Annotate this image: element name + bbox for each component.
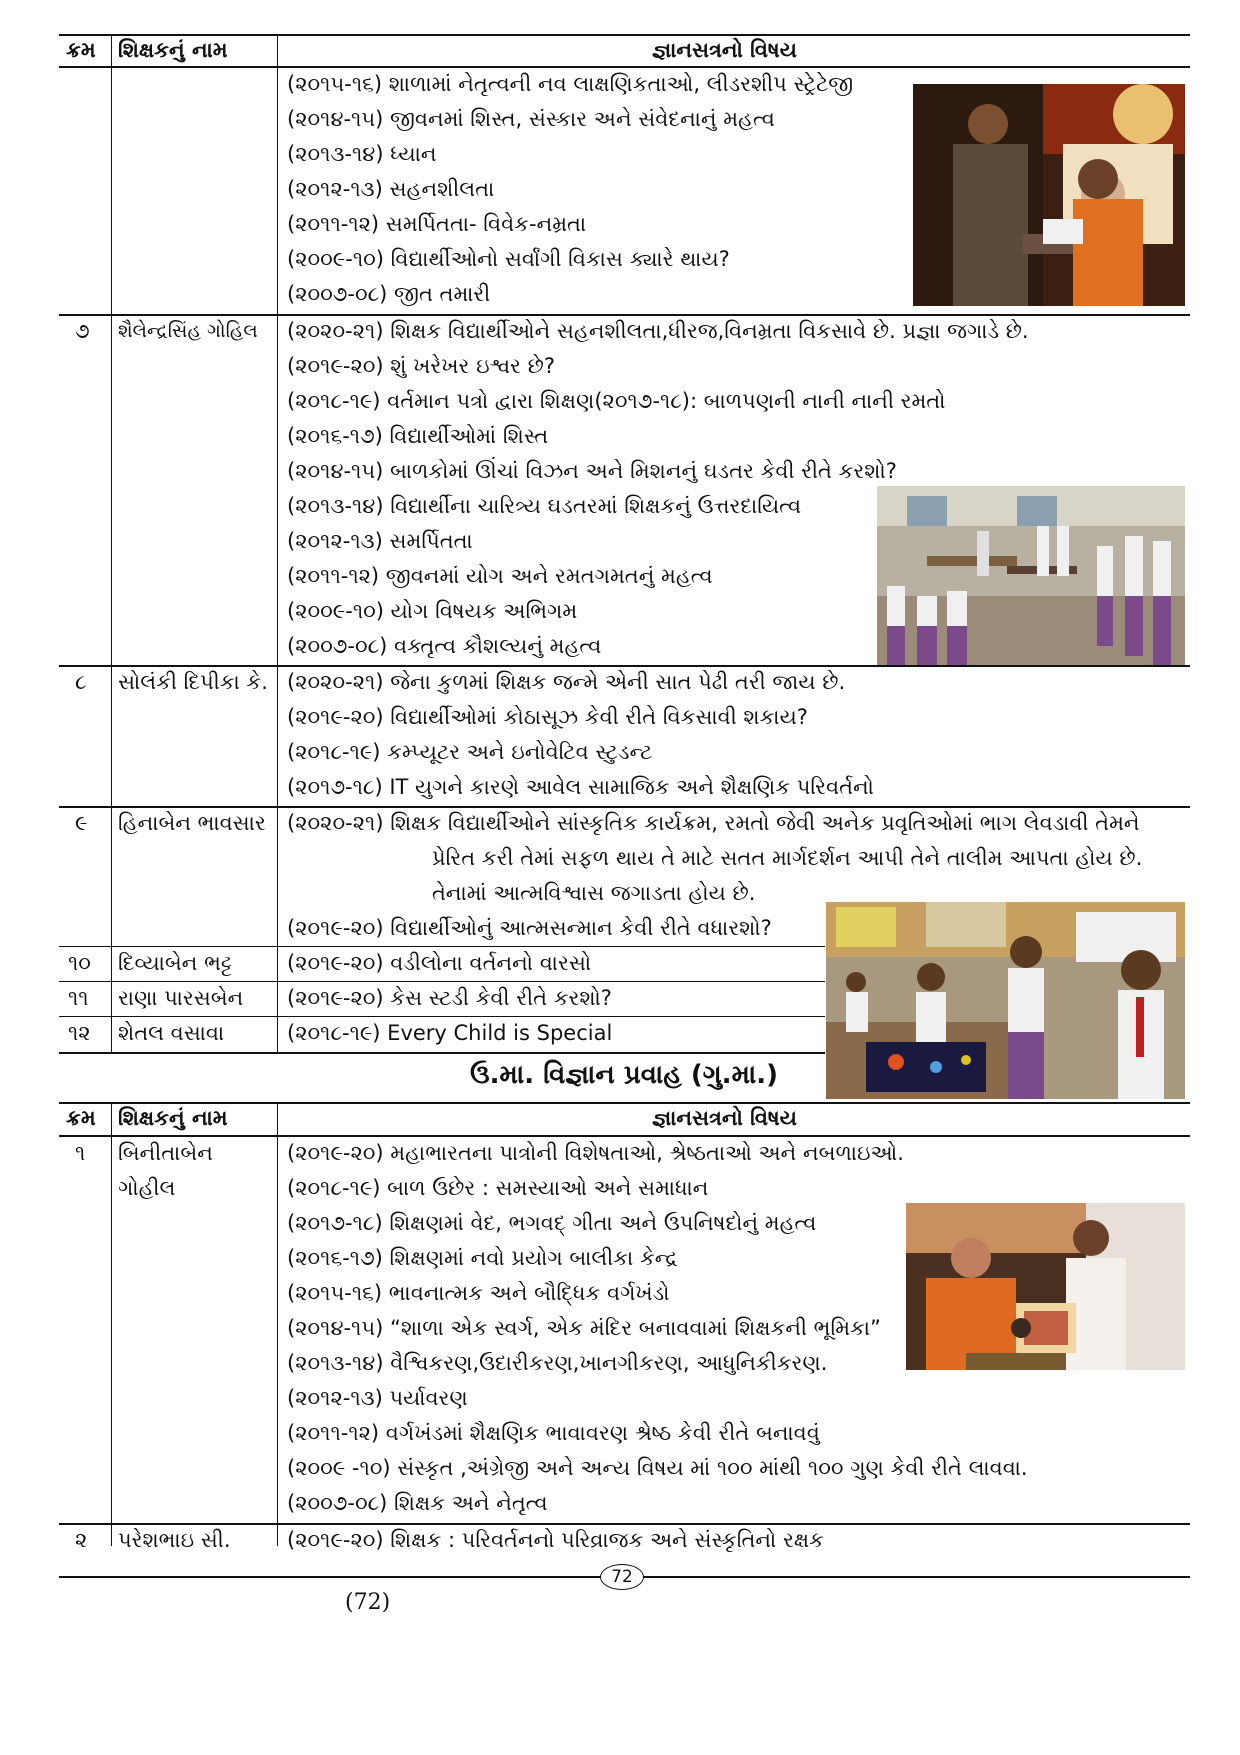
table1-top-border <box>59 34 1190 36</box>
table1-header-topic: જ્ઞાનસત્રનો વિષય <box>652 38 797 62</box>
topic: (૨૦૦૯-૧૦) યોગ વિષયક અભિગમ <box>287 599 578 623</box>
topic: (૨૦૧૨-૧૩) સમર્પિતતા <box>287 529 473 553</box>
topic: (૨૦૧૯-૨૦) મહાભારતના પાત્રોની વિશેષતાઓ, શ્રેષ્ઠતાઓ અને નબળાઇઓ. <box>287 1141 904 1165</box>
topic: (૨૦૧૮-૧૯) કમ્પ્યૂટર અને ઇનોવેટિવ સ્ટુડન્ટ <box>287 740 653 764</box>
row-number: ૧૦ <box>68 951 91 975</box>
page-number: (72) <box>345 1590 391 1615</box>
topic: (૨૦૧૨-૧૩) પર્યાવરણ <box>287 1386 468 1410</box>
topic: (૨૦૨૦-૨૧) શિક્ષક વિદ્યાર્થીઓને સાંસ્કૃતિક કાર્યક્રમ, રમતો જેવી અનેક પ્રવૃતિઓમાં ભાગ લેવડાવી તેમને <box>287 811 1140 835</box>
teacher-name: હિનાબેન ભાવસાર <box>118 811 266 835</box>
table2-col-divider-1 <box>111 1102 112 1546</box>
topic: (૨૦૧૭-૧૮) IT યુગને કારણે આવેલ સામાજિક અને શૈક્ષણિક પરિવર્તનો <box>287 775 874 799</box>
section-title: ઉ.મા. વિજ્ઞાન પ્રવાહ (ગુ.મા.) <box>470 1060 779 1090</box>
topic-continuation: પ્રેરિત કરી તેમાં સફળ થાય તે માટે સતત માર્ગદર્શન આપી તેને તાલીમ આપતા હોય છે. <box>432 846 1143 870</box>
table2-header-name: શિક્ષકનું નામ <box>118 1106 228 1130</box>
row-number: ૮ <box>75 670 87 694</box>
teacher-name: બિનીતાબેન <box>118 1141 213 1165</box>
science-fair-photo <box>826 902 1185 1099</box>
topic: (૨૦૦૭-૦૮) શિક્ષક અને નેતૃત્વ <box>287 1491 548 1515</box>
topic: (૨૦૧૯-૨૦) વડીલોના વર્તનનો વારસો <box>287 951 592 975</box>
prev-topic: (૨૦૦૯-૧૦) વિદ્યાર્થીઓનો સર્વાંગી વિકાસ ક્યારે થાય? <box>287 247 730 271</box>
teacher-name: રાણા પારસબેન <box>118 986 244 1010</box>
topic: (૨૦૧૮-૧૯) વર્તમાન પત્રો દ્વારા શિક્ષણ(૨૦૧૭-૧૮): બાળપણની નાની નાની રમતો <box>287 389 946 413</box>
topic: (૨૦૧૪-૧૫) “શાળા એક સ્વર્ગ, એક મંદિર બનાવવામાં શિક્ષકની ભૂમિકા” <box>287 1316 881 1340</box>
page-number-badge: 72 <box>600 1564 644 1590</box>
teacher-name: સોલંકી દિપીકા કે. <box>118 670 268 694</box>
topic: (૨૦૧૧-૧૨) જીવનમાં યોગ અને રમતગમતનું મહત્વ <box>287 564 713 588</box>
topic: (૨૦૨૦-૨૧) શિક્ષક વિદ્યાર્થીઓને સહનશીલતા,ધીરજ,વિનમ્રતા વિકસાવે છે. પ્રજ્ઞા જગાડે છે. <box>287 319 1029 343</box>
table1-col-divider-1 <box>111 34 112 1053</box>
prev-topic: (૨૦૧૧-૧૨) સમર્પિતતા- વિવેક-નમ્રતા <box>287 212 587 236</box>
topic: (૨૦૧૯-૨૦) શિક્ષક : પરિવર્તનનો પરિવ્રાજક અને સંસ્કૃતિનો રક્ષક <box>287 1528 824 1552</box>
row-number: ૯ <box>75 811 88 835</box>
teacher-name: પરેશભાઇ સી. <box>118 1528 231 1552</box>
row-number: ૧ <box>75 1141 86 1165</box>
row-number: ૧૧ <box>68 986 89 1010</box>
teacher-name: શૈલેન્દ્રસિંહ ગોહિલ <box>118 320 258 342</box>
prev-topic: (૨૦૧૫-૧૬) શાળામાં નેતૃત્વની નવ લાક્ષણિકતાઓ, લીડરશીપ સ્ટ્રેટેજી <box>287 72 854 96</box>
table2-top-border <box>59 1102 1190 1104</box>
teacher-name: શેતલ વસાવા <box>118 1021 225 1045</box>
teacher-name: દિવ્યાબેન ભટ્ટ <box>118 951 233 975</box>
prev-topic: (૨૦૧૪-૧૫) જીવનમાં શિસ્ત, સંસ્કાર અને સંવેદનાનું મહત્વ <box>287 107 775 131</box>
classroom-photo <box>877 486 1185 666</box>
row-number: ૨ <box>75 1528 88 1552</box>
award-ceremony-photo <box>913 84 1185 306</box>
topic: (૨૦૧૯-૨૦) વિદ્યાર્થીઓમાં કોઠાસૂઝ કેવી રીતે વિકસાવી શકાય? <box>287 705 808 729</box>
topic: (૨૦૦૯ -૧૦) સંસ્કૃત ,અંગ્રેજી અને અન્ય વિષય માં ૧૦૦ માંથી ૧૦૦ ગુણ કેવી રીતે લાવવા. <box>287 1456 1028 1480</box>
table1-header-num: ક્રમ <box>66 38 96 62</box>
topic: (૨૦૧૯-૨૦) વિદ્યાર્થીઓનું આત્મસન્માન કેવી રીતે વધારશો? <box>287 916 772 940</box>
topic: (૨૦૧૭-૧૮) શિક્ષણમાં વેદ, ભગવદ્ ગીતા અને ઉપનિષદોનું મહત્વ <box>287 1211 817 1235</box>
row-number: ૧૨ <box>68 1021 91 1045</box>
table2-col-divider-2 <box>277 1102 278 1546</box>
topic: (૨૦૧૮-૧૯) બાળ ઉછેર : સમસ્યાઓ અને સમાધાન <box>287 1176 709 1200</box>
topic: (૨૦૧૯-૨૦) શું ખરેખર ઇશ્વર છે? <box>287 354 555 378</box>
topic: (૨૦૦૭-૦૮) વક્તૃત્વ કૌશલ્યનું મહત્વ <box>287 634 602 658</box>
topic: (૨૦૨૦-૨૧) જેના કુળમાં શિક્ષક જન્મે એની સાત પેઢી તરી જાય છે. <box>287 670 846 694</box>
topic: (૨૦૧૯-૨૦) કેસ સ્ટડી કેવી રીતે કરશો? <box>287 986 612 1010</box>
topic-continuation: તેનામાં આત્મવિશ્વાસ જગાડતા હોય છે. <box>432 881 756 905</box>
certificate-photo <box>906 1203 1185 1370</box>
table2-header-num: ક્રમ <box>66 1106 96 1130</box>
topic: (૨૦૧૬-૧૭) વિદ્યાર્થીઓમાં શિસ્ત <box>287 424 549 448</box>
topic: (૨૦૧૧-૧૨) વર્ગખંડમાં શૈક્ષણિક ભાવાવરણ શ્રેષ્ઠ કેવી રીતે બનાવવું <box>287 1421 820 1445</box>
table1-header-name: શિક્ષકનું નામ <box>118 38 228 62</box>
topic: (૨૦૧૫-૧૬) ભાવનાત્મક અને બૌદ્ધિક વર્ગખંડો <box>287 1281 670 1305</box>
prev-topic: (૨૦૦૭-૦૮) જીત તમારી <box>287 282 491 306</box>
table2-header-topic: જ્ઞાનસત્રનો વિષય <box>652 1106 797 1130</box>
topic: (૨૦૧૪-૧૫) બાળકોમાં ઊંચાં વિઝન અને મિશનનું ઘડતર કેવી રીતે કરશો? <box>287 459 897 483</box>
prev-topic: (૨૦૧૨-૧૩) સહનશીલતા <box>287 177 495 201</box>
teacher-name-line2: ગોહીલ <box>118 1176 176 1200</box>
row-number: ૭ <box>75 319 90 343</box>
topic: (૨૦૧૩-૧૪) વૈશ્વિકરણ,ઉદારીકરણ,ખાનગીકરણ, આધુનિકીકરણ. <box>287 1351 828 1375</box>
table1-bottom-border <box>59 1052 825 1054</box>
topic: (૨૦૧૬-૧૭) શિક્ષણમાં નવો પ્રયોગ બાલીકા કેન્દ્ર <box>287 1246 678 1270</box>
topic: (૨૦૧૩-૧૪) વિદ્યાર્થીના ચારિત્ર્ય ઘડતરમાં શિક્ષકનું ઉત્તરદાયિત્વ <box>287 494 802 518</box>
prev-topic: (૨૦૧૩-૧૪) ધ્યાન <box>287 142 437 166</box>
topic: (૨૦૧૮-૧૯) Every Child is Special <box>287 1021 613 1045</box>
table1-col-divider-2 <box>277 34 278 1053</box>
